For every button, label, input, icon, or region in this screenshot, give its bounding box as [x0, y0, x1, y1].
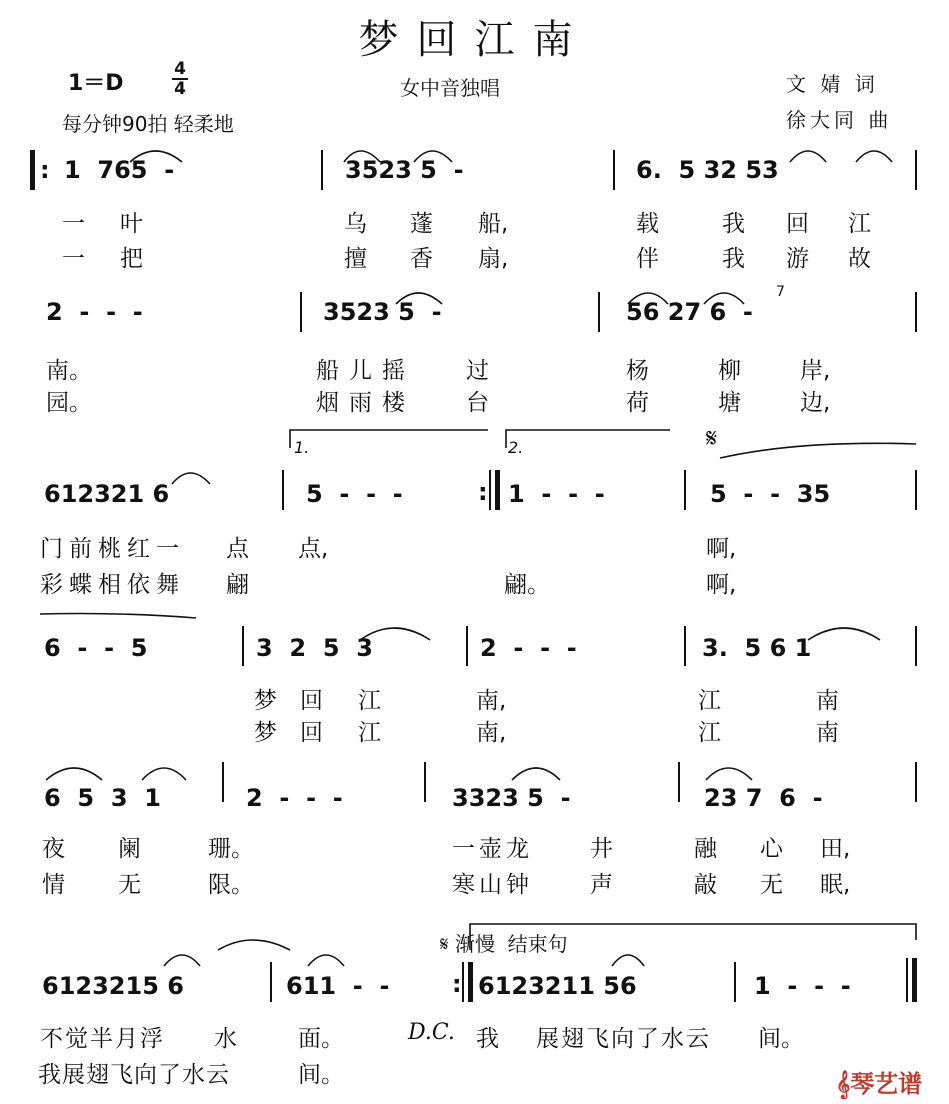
- lyric: 回: [300, 688, 323, 714]
- lyric: 南。: [46, 358, 92, 384]
- lyric: 船儿摇: [316, 358, 415, 384]
- lyric: 不觉半月浮: [40, 1026, 165, 1052]
- lyric: 梦: [254, 720, 277, 746]
- lyric: 啊,: [706, 536, 737, 562]
- lyric: 船,: [478, 211, 509, 237]
- lyric: 扇,: [478, 246, 509, 272]
- lyric: 梦: [254, 688, 277, 714]
- lyric: 故: [848, 246, 871, 272]
- lyric: 寒山钟: [452, 872, 533, 898]
- lyric: 点,: [298, 536, 329, 562]
- slur: [396, 293, 442, 304]
- slur: [360, 628, 430, 640]
- lyric: 无: [760, 872, 783, 898]
- lyric: 南,: [476, 688, 507, 714]
- lyric: 回: [300, 720, 323, 746]
- lyric: 载: [636, 211, 659, 237]
- lyric: 江: [698, 720, 721, 746]
- segno-icon: 𝄋: [706, 424, 718, 454]
- slur: [172, 473, 210, 484]
- lyric: 回: [786, 211, 809, 237]
- slur: [612, 955, 644, 966]
- measure-4-1: 6 - - 5: [44, 634, 148, 662]
- lyric: 叶: [120, 211, 143, 237]
- lyric: 蓬: [410, 211, 433, 237]
- lyric: 一: [62, 211, 85, 237]
- time-signature-top: 4: [174, 59, 186, 79]
- lyric: 展翅飞向了水云: [536, 1026, 711, 1052]
- slur: [218, 940, 290, 950]
- measure-2-2: 3523 5 -: [323, 298, 442, 326]
- voice-type: 女中音独唱: [400, 76, 500, 100]
- slur: [628, 293, 668, 304]
- lyric: 间。: [758, 1026, 804, 1052]
- repeat-dots: :: [452, 970, 462, 998]
- volta-1-bracket: [290, 430, 488, 448]
- lyric: 井: [590, 836, 613, 862]
- lyric: 我: [476, 1026, 499, 1052]
- lyric: 我: [722, 246, 745, 272]
- slur: [164, 955, 200, 966]
- measure-6-4: 1 - - -: [754, 972, 851, 1000]
- repeat-dots: :: [478, 478, 488, 506]
- ending-label: 𝄋 渐慢 结束句: [440, 932, 568, 956]
- slur: [704, 293, 744, 304]
- lyric: 擅: [344, 246, 367, 272]
- measure-4-2: 3 2 5 3: [256, 634, 373, 662]
- slur: [706, 768, 752, 780]
- lyric: 门前桃红一: [40, 536, 185, 562]
- lyric: 南: [816, 688, 839, 714]
- lyric: 间。: [298, 1062, 344, 1088]
- song-title: 梦回江南: [358, 17, 591, 63]
- lyric: 香: [410, 246, 433, 272]
- lyric: 乌: [344, 211, 367, 237]
- lyric: 面。: [298, 1026, 344, 1052]
- slur: [130, 151, 182, 162]
- slur: [414, 151, 452, 162]
- measure-4-3: 2 - - -: [480, 634, 577, 662]
- grace-note: 7: [776, 284, 785, 300]
- lyric: 心: [760, 836, 783, 862]
- lyric: 伴: [636, 246, 659, 272]
- composer-credit: 徐大同 曲: [786, 108, 893, 132]
- lyric: 无: [118, 872, 141, 898]
- lyric: 过: [466, 358, 489, 384]
- lyric: 珊。: [208, 836, 254, 862]
- volta-1-label: 1.: [294, 438, 310, 457]
- measure-1-1: 1 765 -: [64, 156, 175, 184]
- lyric: 融: [694, 836, 717, 862]
- lyric: 江: [848, 211, 871, 237]
- lyric: 塘: [718, 390, 741, 416]
- lyric: 江: [698, 688, 721, 714]
- measure-1-2: 3523 5 -: [345, 156, 464, 184]
- lyric: 杨: [626, 358, 649, 384]
- lyric: 江: [358, 688, 381, 714]
- lyric: 一: [62, 246, 85, 272]
- ending-bracket: [470, 924, 916, 950]
- slur: [344, 151, 380, 162]
- measure-6-3: 6123211 56: [478, 972, 637, 1000]
- measure-5-4: 23 7 6 -: [704, 784, 823, 812]
- lyric: 一壶龙: [452, 836, 533, 862]
- measure-2-3: 56 27 6 -: [626, 298, 753, 326]
- slur: [46, 768, 102, 780]
- lyric: 园。: [46, 390, 92, 416]
- watermark-icon: 𝄞: [836, 1070, 851, 1098]
- dc-marking: D.C.: [408, 1020, 455, 1045]
- lyric: 田,: [820, 836, 851, 862]
- lyric: 南: [816, 720, 839, 746]
- lyricist-credit: 文 婧 词: [786, 72, 879, 96]
- lyric: 水: [214, 1026, 237, 1052]
- watermark-text: 琴艺谱: [850, 1070, 923, 1098]
- slur: [308, 955, 344, 966]
- measure-2-1: 2 - - -: [46, 298, 143, 326]
- repeat-dots: :: [40, 156, 50, 184]
- lyric: 我展翅飞向了水云: [38, 1062, 230, 1088]
- phrase-line: [40, 614, 196, 619]
- lyric: 彩蝶相依舞: [40, 572, 185, 598]
- measure-5-3: 3323 5 -: [452, 784, 571, 812]
- measure-4-4: 3. 5 6 1: [702, 634, 812, 662]
- lyric: 烟雨楼: [316, 390, 415, 416]
- lyric: 翩: [226, 572, 249, 598]
- lyric: 我: [722, 211, 745, 237]
- lyric: 限。: [208, 872, 254, 898]
- lyric: 情: [42, 872, 65, 898]
- measure-3-3: 1 - - -: [508, 480, 605, 508]
- lyric: 点: [226, 536, 249, 562]
- lyric: 柳: [718, 358, 741, 384]
- lyric: 南,: [476, 720, 507, 746]
- time-signature-bottom: 4: [174, 79, 186, 99]
- tempo-marking: 每分钟90拍 轻柔地: [62, 112, 234, 136]
- lyric: 台: [466, 390, 489, 416]
- volta-2-label: 2.: [508, 438, 524, 457]
- lyric: 啊,: [706, 572, 737, 598]
- measure-5-1: 6 5 3 1: [44, 784, 161, 812]
- lyric: 江: [358, 720, 381, 746]
- phrase-line: [720, 443, 916, 458]
- lyric: 敲: [694, 872, 717, 898]
- lyric: 眠,: [820, 872, 851, 898]
- lyric: 荷: [626, 390, 649, 416]
- measure-3-1: 612321 6: [44, 480, 170, 508]
- measure-1-3: 6. 5 32 53: [636, 156, 779, 184]
- measure-3-2: 5 - - -: [306, 480, 403, 508]
- slur: [790, 151, 826, 162]
- measure-3-4: 5 - - 35: [710, 480, 831, 508]
- lyric: 游: [786, 246, 809, 272]
- key-signature: 1＝D: [68, 71, 124, 96]
- lyric: 阑: [118, 836, 141, 862]
- slur: [142, 768, 186, 780]
- measure-5-2: 2 - - -: [246, 784, 343, 812]
- lyric: 夜: [42, 836, 65, 862]
- lyric: 翩。: [504, 572, 550, 598]
- lyric: 把: [120, 246, 143, 272]
- lyric: 边,: [800, 390, 831, 416]
- slur: [808, 628, 880, 640]
- volta-2-bracket: [506, 430, 670, 448]
- slur: [856, 151, 892, 162]
- slur: [512, 768, 560, 780]
- lyric: 声: [590, 872, 613, 898]
- lyric: 岸,: [800, 358, 831, 384]
- measure-6-2: 611 - -: [286, 972, 390, 1000]
- measure-6-1: 6123215 6: [42, 972, 184, 1000]
